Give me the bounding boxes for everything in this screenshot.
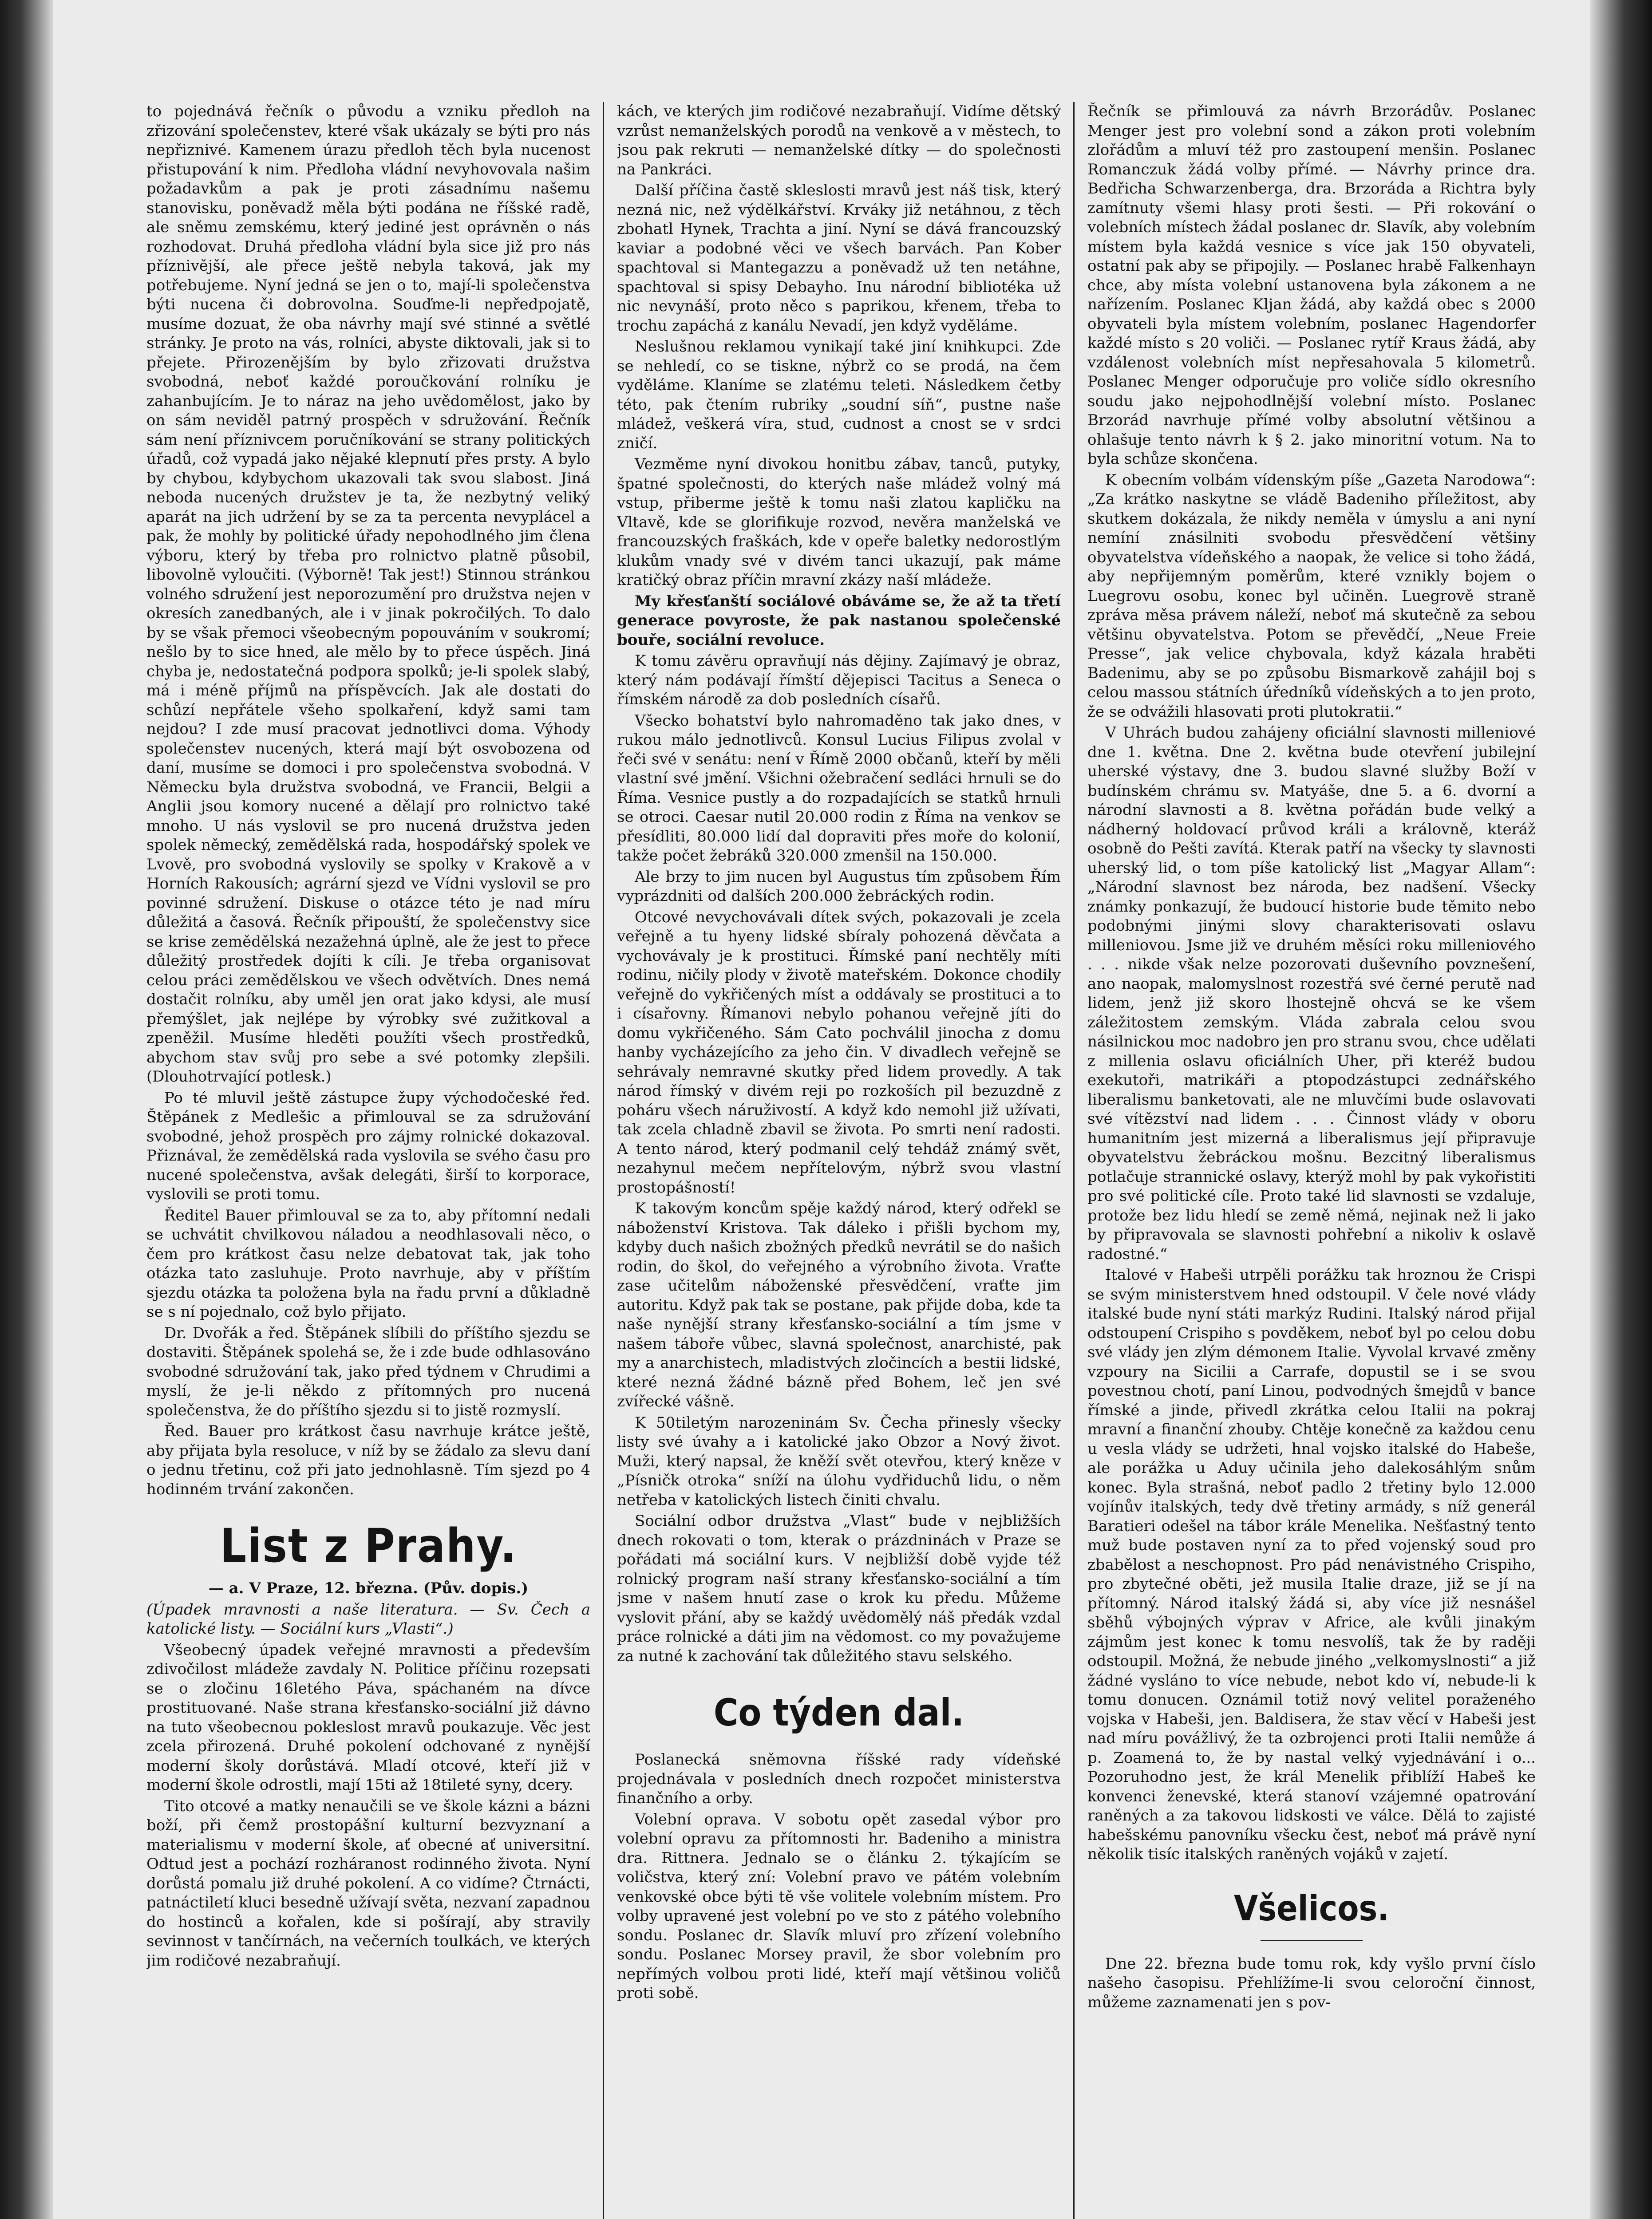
article-text: Dne 22. března bude tomu rok, kdy vyšlo první číslo našeho časopisu. Přehlížíme-li svou celoroční činnost, můžeme zaznamenati jen s pov- [1087, 1954, 1536, 2011]
article-text: Italové v Habeši utrpěli porážku tak hroznou že Crispi se svým ministerstvem hned odstoupil. V čele nové vlády italské bude nyní státi markýz Rudini. Italský národ přijal odstoupení Crispiho s povděkem, neboť byl po celou dobu své vlády jen zlým démonem Italie. Vyvolal krvavé změny vzpoury na Sicilii a Carrafe, dopustil se i se svou povestnou chotí, paní Linou, podvodných šmejdů v bance římské a jinde, přivedl zkrátka celou Italii na pokraj mravní a finanční zhouby. Chtěje konečně za každou cenu u vesla vlády se udržeti, hnal vojsko italské do Habeše, ale porážka u Aduy učinila jeho dalekosáhlým snům konec. Byla strašná, neboť padlo 2 třetiny bylo 12.000 vojínův italských, tedy dvě třetiny armády, s níž generál Baratieri odešel na tábor krále Menelika. Nešťastný tento muž bude postaven nyní za to před vojenský soud pro zbabělost a neschopnost. Pro pád nenávistného Crispiho, pro zbytečné oběti, jež musila Italie draze, již se jí na přítomný. Národ italský žádá si, aby více již nesnášel sběhů výbojných výprav v Africe, ale kvůli jinakým zájmům jest konec k tomu nesvolíš, tak že by raději odstoupil. Možná, že nebude jiného „velkomyslnosti“ a již žádné vysláno to více nebude, nebot kdo ví, nebude-li k tomu donucen. Oznámil totiž nový velitel poraženého vojska v Habeši, jen. Baldisera, že stav věcí v Habeši jest nad míru povážlivý, že ta ozbrojenci proti Italii nemůže á p. Zoamená to, že by nastal velký vyjednávání i o... Pozoruhodno jest, že král Menelik přiblíží Habeš ke konvenci ženevské, která stanoví vzájemné opatrování raněných a za takovou lidskosti ve válce. Dělá to zajisté habešskému panovníku všecku čest, neboť má právě nyní několik tisíc italských raněných vojáků v zajetí. [1087, 1266, 1536, 1863]
article-subtitle: (Úpadek mravnosti a naše literatura. — Sv. Čech a katolické listy. — Sociální kurs „Vlasti“.) [146, 1600, 590, 1638]
article-text: K 50tiletým narozeninám Sv. Čecha přinesly všecky listy své úvahy a i katolické jako Obzor a Nový život. Muži, který napsal, že kněží svět otevřou, který kněze v „Písničk otroka“ sníží na úlohu vydřiduchů lidu, o něm netřeba v katolických listech činiti chvalu. [617, 1414, 1061, 1509]
article-text: K takovým koncům spěje každý národ, který odřekl se náboženství Kristova. Tak dáleko i přišli bychom my, kdyby duch našich zbožných předků nevrátil se do našich rodin, do škol, do veřejného a výrobního života. Vraťte zase učitelům náboženské přesvědčení, vraťte jim autoritu. Když pak tak se postane, pak přijde doba, kde ta naše nynější strany křesťansko-sociální a tím jsme v našem táboře vůbec, slavná společnost, anarchisté, pak my a anarchistech, mladistvých zločincích a bestii lidské, které nezná žádné bázně před Bohem, leč jen své zvířecké vášně. [617, 1200, 1061, 1410]
article-text: K obecním volbám vídenským píše „Gazeta Narodowa“: „Za krátko naskytne se vládě Badeniho příležitost, aby skutkem dokázala, že nikdy neměla v úmyslu a ani nyní nemíní znásilniti svobodu přesvědčení většiny obyvatelstva vídeňského a naopak, že velice si toho žádá, aby nepřijemným poměrům, které vznikly bojem o Luegrovu osobu, konec byl učiněn. Luegrově straně zpráva měsa právem náleží, neboť má skutečně za sebou většinu obyvatelstva. Potom se převědčí, „Neue Freie Presse“, jak velice chybovala, když kázala hraběti Badenimu, aby se po způsobu Bismarkově zahájil boj s celou massou státních úředníků vídeňských a to jen proto, že se odvážili hlasovati proti plutokratii.“ [1087, 471, 1536, 721]
article-text: K tomu závěru opravňují nás dějiny. Zajímavý je obraz, který nám podávají římští dějepisci Tacitus a Seneca o římském národě za dob posledních císařů. [617, 652, 1061, 708]
article-text: Dr. Dvořák a řed. Štěpánek slíbili do příštího sjezdu se dostaviti. Štěpánek spolehá se, že i zde bude odhlasováno svobodné sdružování tak, jako před týdnem v Chrudimi a myslí, že je-li někdo z přítomných pro nucená společenstva, že do příštího sjezdu si to jistě rozmyslí. [146, 1324, 590, 1419]
heading-underline [1261, 1940, 1363, 1941]
article-text: Tito otcové a matky nenaučili se ve škole kázni a bázni boží, při čemž prostopášní kulturní bezvyznaní a materialismu v moderní škole, ať obecné ať universitní. Odtud jest a pochází rozháranost rodinného života. Nyní dorůstá pomalu již druhé pokolení. A co vidíme? Čtrnácti, patnáctiletí kluci besedně užívají světa, nezvaní zapadnou do hostinců a kořalen, kde si pošírají, aby stravily sevinnost v tančírnách, na večerních toulkách, ve kterých jim rodičové nezabraňují. [146, 1797, 590, 1970]
article-text: Otcové nevychovávali dítek svých, pokazovali je zcela veřejně a tu hyeny lidské sbíraly pohozená děvčata a vychovávaly je k prostituci. Římské paní nechtěly míti rodinu, ničily plody v životě mateřském. Dokonce chodily veřejně do vykřičených míst a oddávaly se prostituci a to i císařovny. Římanovi nebylo pohanou veřejně jíti do domu vykřičeného. Sám Cato pochválil jinocha z domu hanby vycházejícího za jeho čin. V divadlech veřejně se sehrávaly nemravné skutky před lidem provedly. A tak národ římský v divém reji po rozkoších pil bezuzdně z poháru všech náruživostí. A když kdo nemohl již užívati, tak zcela chladně zbavil se života. Po smrti není radosti. A tento národ, který podmanil celý tehdáž známý svět, nezahynul mečem nepřítelovým, nýbrž svou vlastní prostopášností! [617, 908, 1061, 1196]
scan-left-edge [0, 0, 53, 2219]
article-text: Poslanecká sněmovna říšské rady vídeňské projednávala v posledních dnech rozpočet ministerstva finančního a orby. [617, 1751, 1061, 1807]
section-heading-co-tyden-dal: Co týden dal. [713, 1691, 964, 1734]
article-text: Další příčina častě skleslosti mravů jest náš tisk, který nezná nic, než výdělkářství. Krváky již netáhnou, z těch zbohatl Hynek, Trachta a jiní. Nyní se dává francouzský kaviar a podobné věci ve všech barvách. Pan Kober spachtoval si Mantegazzu a poněvadž už ten netáhne, spachtoval si spisy Debayho. Inu národní bibliotéka už nic nevynáší, proto něco s paprikou, křenem, třeba to trochu zapáchá z kanálu Nevadí, jen když vyděláme. [617, 182, 1061, 335]
section-heading-list-z-prahy: List z Prahy. [220, 1519, 517, 1573]
article-text: My křesťanští sociálové obáváme se, že až ta třetí generace povyroste, že pak nastanou společenské bouře, sociální revoluce. [617, 592, 1061, 649]
article-text: Ředitel Bauer přimlouval se za to, aby přítomní nedali se uchvátit chvilkovou náladou a neodhlasovali něco, o čem pro krátkost času nelze debatovat tak, jak toho otázka tato zasluhuje. Proto navrhuje, aby v příštím sjezdu otázka ta položena byla na řadu první a důkladně se s ní pojednalo, což bylo přijato. [146, 1206, 590, 1321]
article-text: to pojednává řečník o původu a vzniku předloh na zřizování společenstev, které však ukázaly se býti pro nás nepřiznivé. Kamenem úrazu předloh těch byla nucenost přistupování k nim. Předloha vládní nevyhovovala našim požadavkům a pak je proti zásadnímu našemu stanovisku, poněvadž měla býti podána ne říšské radě, ale sněmu zemskému, který jediné jest oprávněn o nás rozhodovat. Druhá předloha vládní byla sice již pro nás příznivější, ale přece ještě nebyla taková, jak my potřebujeme. Nyní jedná se jen o to, mají-li společenstva býti nucena či dobrovolna. Souďme-li nepředpojatě, musíme dozuat, že oba návrhy mají své stinné a světlé stránky. Je proto na vás, rolníci, abyste diktovali, jak si to přejete. Přirozenějším by bylo zřizovati družstva svobodná, neboť každé poroučkování rolníku je zahanbujícím. Je to náraz na jeho uvědomělost, jako by on sám neviděl patrný prospěch v sdružování. Řečník sám není příznivcem poručníkování se strany politických úřadů, což vypadá jako nějaké klepnutí přes prsty. A bylo by chybou, kdybychom ukazovali tak svou slabost. Jiná neboda nucených družstev je ta, že nezbytný veliký aparát na jich udržení by se za ta percenta nevyplácel a pak, že mohly by politické úřady nepohodlného jim člena výboru, který by třeba pro rolnictvo platně působil, libovolně vyloučiti. (Výborně! Tak jest!) Stinnou stránkou volného sdružení jest neporozumění pro družstva nejen v okresích zanedbaných, ale i v jinak pokročilých. To dalo by se však přemoci všeobecným popouváním v soukromí; nešlo by to sice hned, ale mělo by to přece úspěch. Jiná chyba je, nedostatečná podpora spolků; je-li spolek slabý, má i méně příjmů na příspěvcích. Jak ale dostati do schůzí nepřátele všeho spolkaření, když sami tam nejdou? I zde musí pracovat jednotlivci doma. Výhody společenstev nucených, která mají být osvobozena od daní, musíme se domoci i pro společenstva svobodná. V Německu byla družstva svobodná, ve Francii, Belgii a Anglii jsou komory nucené a dělají pro rolnictvo také mnoho. U nás vyslovil se pro nucená družstva jeden spolek německý, zemědělská rada, hospodářský spolek ve Lvově, pro svobodná vyslovily se spolky v Krakově a v Horních Rakousích; agrární sjezd ve Vídni vyslovil se pro povinné sdružení. Diskuse o otázce této je nad míru důležitá a časová. Řečník připouští, že společenstvy sice se krise zemědělská nezažehná úplně, ale že jest to přece důležitý prostředek dojíti k cíli. Je třeba organisovat celou práci zemědělskou ve všech odvětvích. Dnes nemá dostačit rolníku, aby uměl jen orat jako kdysi, ale musí přemýšlet, jak nejlépe by výrobky své zužitkoval a zpeněžil. Musíme hleděti použíti všech prostředků, abychom stav svůj pro sebe a své potomky zlepšili. (Dlouhotrvající potlesk.) [146, 103, 590, 1086]
section-heading-vselicos: Všelicos. [1233, 1888, 1389, 1929]
article-text: V Uhrách budou zahájeny oficiální slavnosti milleniové dne 1. května. Dne 2. května bude otevření jubilejní uherské výstavy, dne 3. budou slavné služby Boží v budínském chrámu sv. Matyáše, dne 5. a 6. dvorní a národní slavnosti a 8. května pořádán bude velký a nádherný holdovací průvod králi a královně, kteráž osobně do Pešti zavítá. Kterak patří na všecky ty slavnosti uherský lid, o tom píše katolický list „Magyar Allam“: „Národní slavnost bez národa, bez nadšení. Všecky známky ponkazují, že budoucí historie bude těmito nebo podobnými jinými slovy charakterisovati oslavu milleniovou. Jsme již ve druhém měsíci roku milleniového . . . nikde však nelze pozorovati duševního povznešení, ano naopak, malomyslnost rozestřá své černé perutě nad lidem, jenž již skoro lhostejně ohcvá se ke všem záležitostem zemským. Vláda zabrala celou svou násilnickou moc nadobro jen pro stranu svou, chce udělati z millenia oslavu oficiálních Uher, při kteréž budou exekutoři, matrikáři a ptopodzástupci zednářského liberalismu banketovati, ale ne mluvčími bude oslavovati své vítězství nad lidem . . . Činnost vlády v oboru humanitním jest mizerná a liberalismus její připravuje obyvatelstvu žebráckou mošnu. Bezcitný liberalismus potlačuje strannické oslavy, kterýž mohl by pak vykořistiti pro své politické cíle. Proto také lid slavnosti se vzdaluje, protože bez lidu hledí se země němá, nejinak než li jako by připravovala se slavnosti pohřební a nikoliv k oslavě radostné.“ [1087, 724, 1536, 1263]
dateline: — a. V Praze, 12. března. (Pův. dopis.) [208, 1579, 529, 1597]
article-text: Řečník se přimlouvá za návrh Brzorádův. Poslanec Menger jest pro volební sond a zákon proti volebním zlořádům a mluví též pro zastoupení menšin. Poslanec Romanczuk žádá volby přímé. — Návrhy prince dra. Bedřicha Schwarzenberga, dra. Brzoráda a Richtra byly zamítnuty všemi hlasy proti šesti. — Při rokování o volebních místech žádal poslanec dr. Slavík, aby volebním místem byla každá vesnice s více jak 150 obyvateli, ostatní pak aby se připojily. — Poslanec hrabě Falkenhayn chce, aby místa volební ustanovena byla zákonem a ne nařízením. Poslanec Kljan žádá, aby každá obec s 2000 obyvateli byla místem volebním, poslanec Hagendorfer každé místo s 20 voliči. — Poslanec rytíř Kraus žádá, aby vzdálenost volebních míst nepřesahovala 5 kilometrů. Poslanec Menger odporučuje pro voliče sídlo okresního soudu jako nejpohodlnější volební místo. Poslanec Brzorád navrhuje přímé volby absolutní většinou a ohlašuje tento návrh k § 2. jako minoritní votum. Na to byla schůze skončena. [1087, 103, 1536, 468]
article-text: kách, ve kterých jim rodičové nezabraňují. Vidíme dětský vzrůst nemanželských porodů na venkově a v městech, to jsou pak rekruti — nemanželské dítky — do společnosti na Pankráci. [617, 103, 1061, 178]
column-rule [603, 102, 604, 2219]
article-text: Volební oprava. V sobotu opět zasedal výbor pro volební opravu za přítomnosti hr. Badeniho a ministra dra. Rittnera. Jednalo se o článku 2. týkajícím se voličstva, který zní: Volební pravo ve pátém volebním venkovské obce býti tě vše volitele volebním místem. Pro volby upravené jest volební po ve sto z pátého volebního sondu. Poslanec dr. Slavík mluví pro zřízení volebního sondu. Poslanec Morsey pravil, že sbor volebním pro nepřímých volbou proti lidé, kteří mají většinou voličů proti sobě. [617, 1810, 1061, 2002]
column-1 [146, 102, 590, 2219]
article-text: Všecko bohatství bylo nahromaděno tak jako dnes, v rukou málo jednotlivců. Konsul Lucius Filipus zvolal v řeči své v senátu: není v Římě 2000 občanů, kteří by měli vlastní své jmění. Všichni ožebračení sedláci hrnuli se do Říma. Vesnice pustly a do rozpadajících se statků hrnuli se otroci. Caesar nutil 20.000 rodin z Říma na venkov se přesídliti, 80.000 lidí dal dopraviti přes moře do kolonií, takže počet žebráků 320.000 zmenšil na 150.000. [617, 711, 1061, 865]
column-3 [1087, 102, 1536, 2219]
article-text: Vezměme nyní divokou honitbu zábav, tanců, putyky, špatné společnosti, do kterých naše mládež volný má vstup, přiberme ještě k tomu naši zlatou kapličku na Vltavě, kde se glorifikuje rozvod, nevěra manželská ve francouzských fraškách, kde v opeře baletky nedorostlým klukům vnady své v divém tanci ukazují, pak máme kratičký obraz příčin mravní zkázy naší mládeže. [617, 455, 1061, 589]
article-text: Všeobecný úpadek veřejné mravnosti a především zdivočilost mládeže zavdaly N. Politice příčinu rozepsati se o zločinu 16letého Páva, spáchaném na dívce prostituované. Naše strana křesťansko-sociální již dávno na tuto všeobecnou pokleslost mravů poukazuje. Věc jest zcela přirozená. Druhé pokolení odchované z nynější moderní školy dorůstává. Mladí otcové, kteří již v moderní škole odrostli, mají 15ti až 18tileté syny, dcery. [146, 1641, 590, 1794]
article-text: Ale brzy to jim nucen byl Augustus tím způsobem Řím vyprázdniti od dalších 200.000 žebráckých rodin. [617, 868, 1061, 905]
article-text: Neslušnou reklamou vynikají také jiní knihkupci. Zde se nehledí, co se tiskne, nýbrž co se prodá, na čem vyděláme. Klaníme se zlatému teleti. Následkem četby této, pak čtením rubriky „soudní síň“, pustne naše mládež, veškerá víra, stud, cudnost a cnost se v srdci zničí. [617, 338, 1061, 452]
article-text: Po té mluvil ještě zástupce župy východočeské řed. Štěpánek z Medlešic a přimlouval se za sdružování svobodné, jehož prospěch pro zájmy rolnické dokazoval. Přiznával, že zemědělská rada vyslovila se svého času pro nucené společenstva, avšak delegáti, širší to korporace, vyslovili se proti tomu. [146, 1089, 590, 1203]
newspaper-page [146, 102, 1540, 2219]
article-text: Řed. Bauer pro krátkost času navrhuje krátce ještě, aby přijata byla resoluce, v níž by se žádalo za slevu daní o jednu třetinu, což při jato jednohlasně. Tím sjezd po 4 hodinném trvání zakončen. [146, 1422, 590, 1498]
column-rule [1073, 102, 1075, 2219]
column-2 [617, 102, 1061, 2219]
scan-right-edge [1590, 0, 1652, 2219]
article-text: Sociální odbor družstva „Vlast“ bude v nejbližších dnech rokovati o tom, kterak o prázdninách v Praze se pořádati má sociální kurs. V nejbližší době vyjde též rolnický program naší strany křesťansko-sociální a tím jsme v našem hnutí zase o krok ku předu. Můžeme vyslovit přání, aby se každý uvědomělý náš předák vzdal práce rolnické a dáti jim na vědomost. co my považujeme za nutné k zachování tak důležitého stavu selského. [617, 1512, 1061, 1665]
